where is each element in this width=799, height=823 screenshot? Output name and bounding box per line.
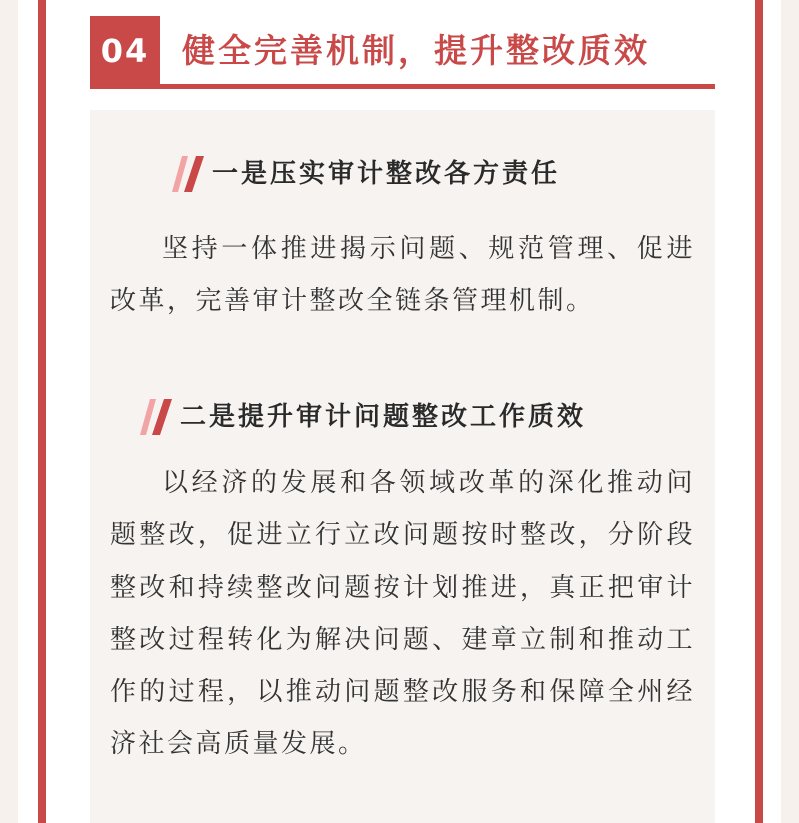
page-edge-left (0, 0, 18, 823)
section-underline (90, 84, 715, 89)
frame-border-right (755, 0, 763, 823)
item-heading-2 (140, 397, 660, 437)
item-paragraph-2: 以经济的发展和各领域改革的深化推动问题整改，促进立行立改问题按时整改，分阶段整改和持续整改问题按计划推进，真正把审计整改过程转化为解决问题、建章立制和推动工作的过程，以推动问题整改服务和保障全州经济社会高质量发展。 (110, 468, 695, 760)
section-number: 04 (90, 16, 160, 86)
frame-border-left (38, 0, 46, 823)
item-paragraph-1: 坚持一体推进揭示问题、规范管理、促进改革，完善审计整改全链条管理机制。 (110, 234, 695, 317)
item-heading-text: 二是提升审计问题整改工作质效 (180, 402, 587, 432)
section-title: 健全完善机制，提升整改质效 (182, 31, 650, 70)
item-heading-text: 一是压实审计整改各方责任 (212, 159, 561, 189)
content-panel (90, 110, 715, 823)
page-edge-right (781, 0, 799, 823)
item-heading-1 (172, 154, 632, 194)
double-slash-icon (140, 399, 174, 435)
double-slash-icon (172, 156, 206, 192)
section-header (90, 16, 715, 90)
